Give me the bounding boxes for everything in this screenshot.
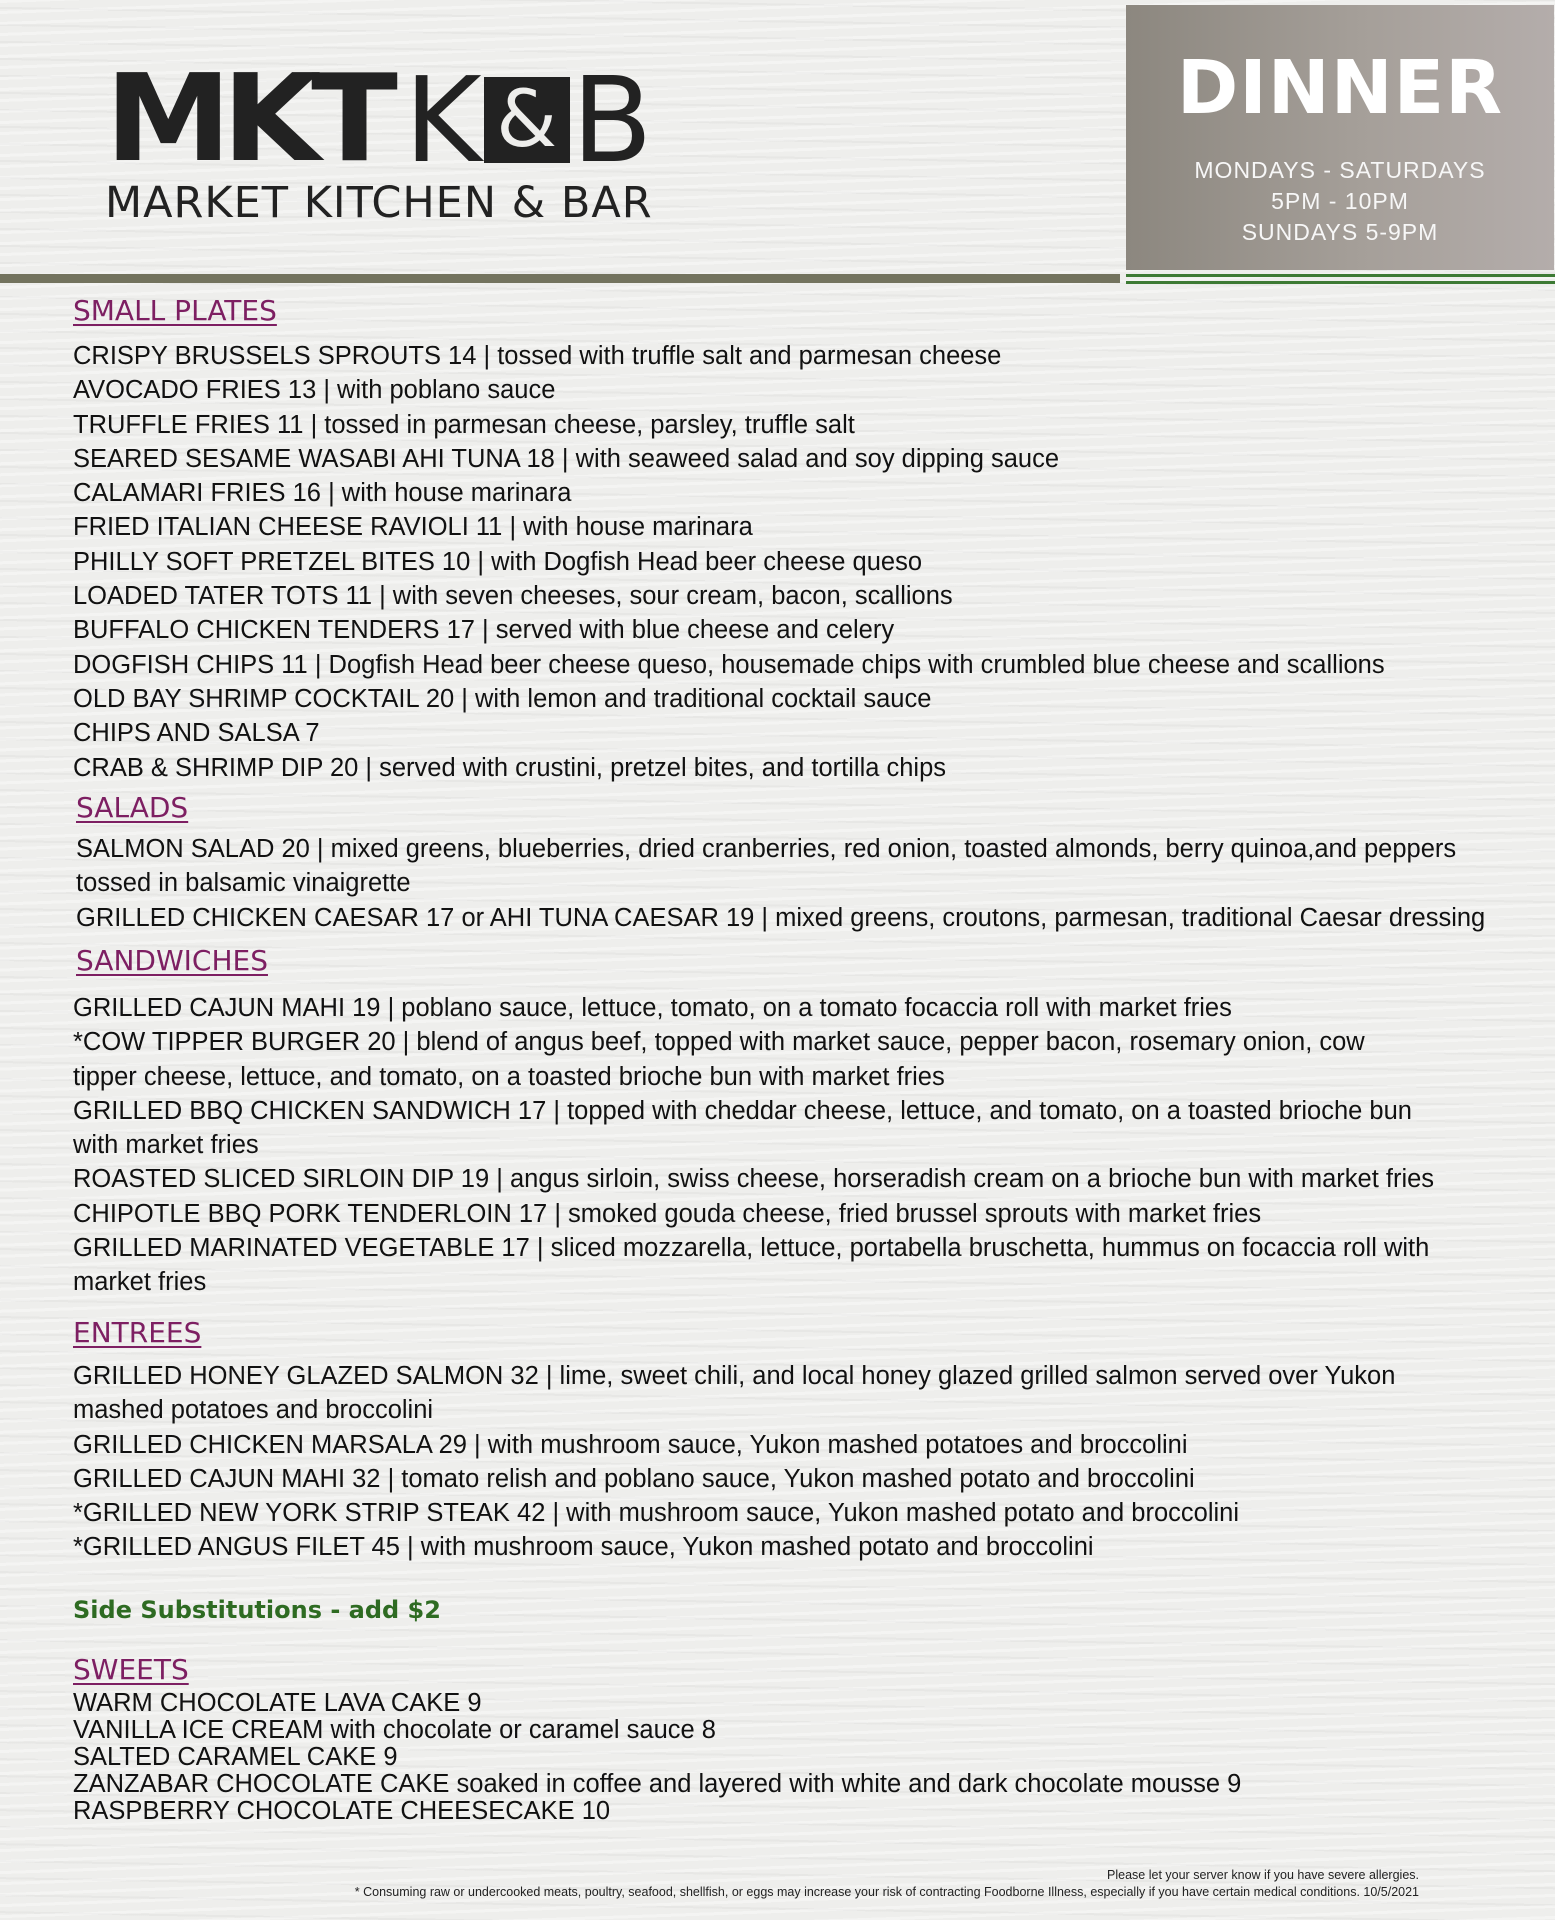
menu-item: tipper cheese, lettuce, and tomato, on a toasted brioche bun with market fries [73, 1062, 945, 1091]
menu-item: with market fries [73, 1131, 259, 1160]
dinner-hours-panel [1126, 5, 1554, 270]
section-heading-sandwiches: SANDWICHES [76, 944, 268, 977]
menu-item: GRILLED CHICKEN CAESAR 17 or AHI TUNA CAESAR 19 | mixed greens, croutons, parmesan, traditional Caesar dressing [76, 903, 1486, 932]
menu-item: GRILLED HONEY GLAZED SALMON 32 | lime, sweet chili, and local honey glazed grilled salmon served over Yukon [73, 1362, 1396, 1390]
menu-item: LOADED TATER TOTS 11 | with seven cheeses, sour cream, bacon, scallions [73, 582, 953, 611]
logo-k: K [404, 51, 482, 189]
menu-item: CALAMARI FRIES 16 | with house marinara [73, 479, 572, 508]
section-heading-sweets: SWEETS [73, 1653, 189, 1686]
menu-item: VANILLA ICE CREAM with chocolate or caramel sauce 8 [73, 1716, 716, 1744]
menu-item: SALMON SALAD 20 | mixed greens, blueberries, dried cranberries, red onion, toasted almonds, berry quinoa,and peppers [76, 835, 1457, 863]
entrees-list [73, 1359, 1395, 1565]
restaurant-logo [105, 50, 665, 232]
sandwiches-list [73, 991, 1434, 1300]
menu-item: *COW TIPPER BURGER 20 | blend of angus beef, topped with market sauce, pepper bacon, rosemary onion, cow [73, 1028, 1365, 1057]
menu-item: ROASTED SLICED SIRLOIN DIP 19 | angus sirloin, swiss cheese, horseradish cream on a brioche bun with market fries [73, 1165, 1435, 1194]
hours-list [1126, 155, 1554, 248]
logo-mkt: MKT [105, 50, 389, 189]
green-divider [1126, 274, 1555, 277]
logo-kb [404, 51, 653, 189]
menu-item: ZANZABAR CHOCOLATE CAKE soaked in coffee and layered with white and dark chocolate mousse 9 [73, 1770, 1242, 1798]
menu-item: GRILLED BBQ CHICKEN SANDWICH 17 | topped with cheddar cheese, lettuce, and tomato, on a toasted brioche bun [73, 1096, 1412, 1125]
menu-item: mashed potatoes and broccolini [73, 1396, 434, 1425]
menu-item: TRUFFLE FRIES 11 | tossed in parmesan cheese, parsley, truffle salt [73, 410, 855, 439]
menu-item: CRISPY BRUSSELS SPROUTS 14 | tossed with truffle salt and parmesan cheese [73, 342, 1002, 370]
menu-item: DOGFISH CHIPS 11 | Dogfish Head beer cheese queso, housemade chips with crumbled blue cheese and scallions [73, 650, 1385, 679]
sweets-list [73, 1690, 1241, 1825]
menu-item: BUFFALO CHICKEN TENDERS 17 | served with blue cheese and celery [73, 616, 895, 645]
menu-item: GRILLED CAJUN MAHI 32 | tomato relish and poblano sauce, Yukon mashed potato and broccolini [73, 1464, 1195, 1493]
menu-item: *GRILLED NEW YORK STRIP STEAK 42 | with mushroom sauce, Yukon mashed potato and broccolini [73, 1499, 1240, 1528]
menu-item: CHIPS AND SALSA 7 [73, 719, 320, 748]
menu-item: SALTED CARAMEL CAKE 9 [73, 1743, 398, 1771]
menu-item: GRILLED CAJUN MAHI 19 | poblano sauce, lettuce, tomato, on a tomato focaccia roll with market fries [73, 994, 1232, 1022]
food-safety-disclaimer: * Consuming raw or undercooked meats, poultry, seafood, shellfish, or eggs may increase your risk of contracting Foodborne Illness, especially if you have certain medical conditions. 10/5/2021 [354, 1885, 1419, 1899]
logo-wordmark [105, 50, 665, 189]
salads-list [76, 832, 1485, 935]
menu-item: CRAB & SHRIMP DIP 20 | served with crustini, pretzel bites, and tortilla chips [73, 753, 947, 782]
side-substitutions-note: Side Substitutions - add $2 [73, 1596, 441, 1624]
menu-item: *GRILLED ANGUS FILET 45 | with mushroom sauce, Yukon mashed potato and broccolini [73, 1533, 1094, 1562]
menu-item: PHILLY SOFT PRETZEL BITES 10 | with Dogfish Head beer cheese queso [73, 547, 923, 576]
menu-item: SEARED SESAME WASABI AHI TUNA 18 | with seaweed salad and soy dipping sauce [73, 444, 1060, 473]
header-divider [0, 274, 1120, 283]
hours-line: SUNDAYS 5-9PM [1241, 219, 1439, 245]
allergy-notice: Please let your server know if you have severe allergies. [1107, 1868, 1419, 1882]
menu-item: RASPBERRY CHOCOLATE CHEESECAKE 10 [73, 1797, 611, 1825]
menu-item: GRILLED MARINATED VEGETABLE 17 | sliced mozzarella, lettuce, portabella bruschetta, hummus on focaccia roll with [73, 1234, 1430, 1263]
menu-item: OLD BAY SHRIMP COCKTAIL 20 | with lemon and traditional cocktail sauce [73, 684, 932, 713]
hours-line: MONDAYS - SATURDAYS [1194, 157, 1486, 183]
green-divider [1126, 281, 1555, 284]
menu-item: market fries [73, 1268, 207, 1297]
menu-title: DINNER [1176, 45, 1504, 131]
hours-line: 5PM - 10PM [1271, 188, 1409, 214]
menu-item: GRILLED CHICKEN MARSALA 29 | with mushroom sauce, Yukon mashed potatoes and broccolini [73, 1430, 1188, 1459]
small-plates-list [73, 339, 1385, 785]
menu-item: AVOCADO FRIES 13 | with poblano sauce [73, 376, 556, 405]
menu-item: FRIED ITALIAN CHEESE RAVIOLI 11 | with house marinara [73, 513, 753, 542]
menu-item: tossed in balsamic vinaigrette [76, 869, 411, 898]
logo-ampersand-box: & [484, 77, 570, 163]
section-heading-small-plates: SMALL PLATES [73, 294, 277, 327]
section-heading-entrees: ENTREES [73, 1316, 202, 1349]
menu-item: WARM CHOCOLATE LAVA CAKE 9 [73, 1689, 482, 1717]
logo-subtitle: MARKET KITCHEN & BAR [105, 178, 653, 228]
section-heading-salads: SALADS [76, 791, 189, 824]
logo-b: B [571, 51, 653, 189]
menu-item: CHIPOTLE BBQ PORK TENDERLOIN 17 | smoked gouda cheese, fried brussel sprouts with market fries [73, 1199, 1262, 1228]
